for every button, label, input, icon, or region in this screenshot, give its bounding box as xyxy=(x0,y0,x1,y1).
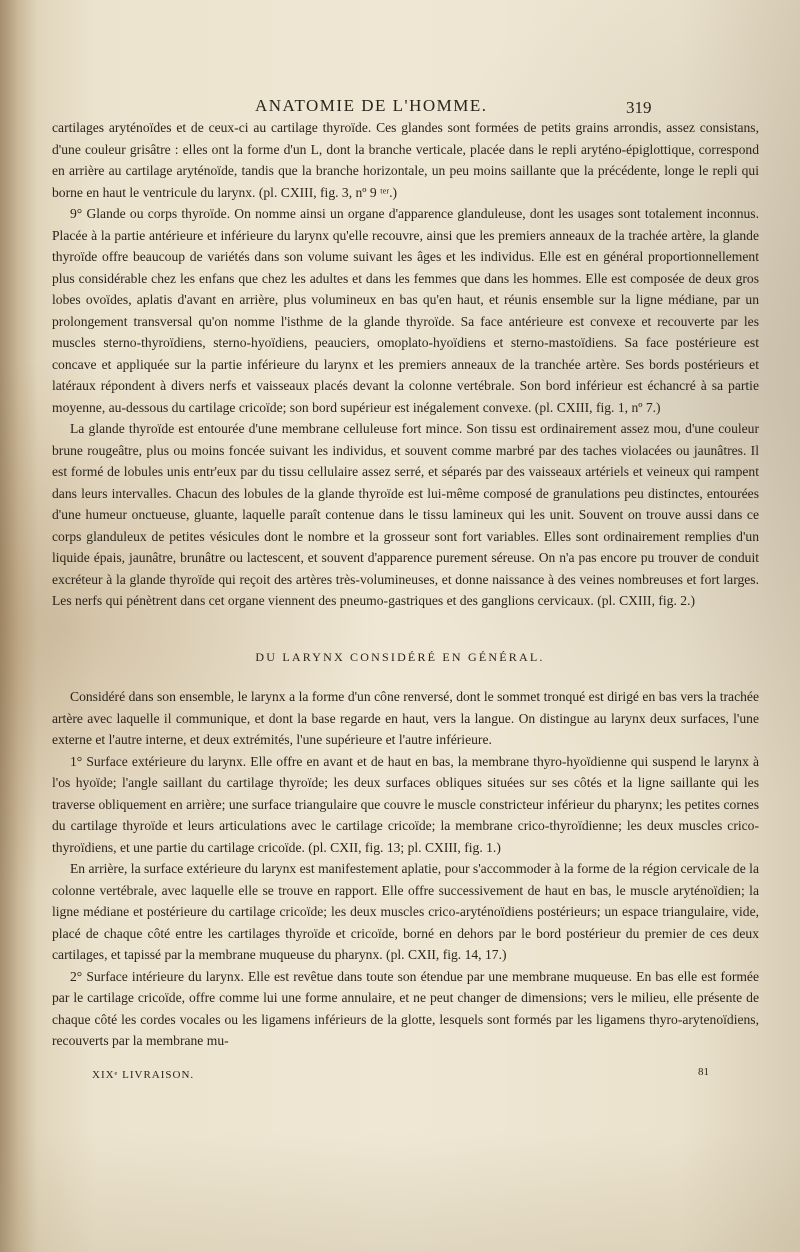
lower-text-block xyxy=(52,686,759,1052)
page-bottom-shade xyxy=(0,1132,800,1252)
paragraph-continuation: cartilages aryténoïdes et de ceux-ci au cartilage thyroïde. Ces glandes sont formées de petits grains arrondis, assez consistans, d'une couleur grisâtre : elles ont la forme d'un L, dont la branche verticale, placée dans le repli aryténo-épiglottique, correspond en arrière au cartilage aryténoïde, tandis que la branche horizontale, un peu moins saillante que la précédente, longe le repli qui borne en haut le ventricule du larynx. (pl. CXIII, fig. 3, nº 9 ᵗᵉʳ.) xyxy=(52,120,759,200)
page-number: 319 xyxy=(626,98,652,117)
paragraph-internal-surface: 2° Surface intérieure du larynx. Elle est revêtue dans toute son étendue par une membrane muqueuse. En bas elle est formée par le cartilage cricoïde, offre comme lui une forme annulaire, et ne peut changer de dimensions; vers le milieu, elle présente de chaque côté les cordes vocales ou les ligamens inférieurs de la glotte, lesquels sont formés par les ligamens thyro-arytenoïdiens, recouverts par la membrane mu- xyxy=(52,968,759,1048)
page-edge-stain xyxy=(0,0,38,1252)
livraison-mark: XIXᵉ LIVRAISON. xyxy=(92,1069,195,1081)
upper-text-block xyxy=(52,117,759,612)
paragraph-thyroid-gland: 9° Glande ou corps thyroïde. On nomme ainsi un organe d'apparence glanduleuse, dont les usages sont totalement inconnus. Placée à la partie antérieure et inférieure du larynx qu'elle recouvre, ainsi que les premiers anneaux de la trachée artère, la glande thyroïde offre beaucoup de variétés dans son volume suivant les âges et les individus. Elle est en général proportionnellement plus considérable chez les enfans que chez les adultes et dans les femmes que dans les hommes. Elle est composée de deux gros lobes ovoïdes, aplatis d'avant en arrière, plus volumineux en bas qu'en haut, et réunis ensemble sur la ligne médiane, par un prolongement transversal qu'on nomme l'isthme de la glande thyroïde. Sa face antérieure est convexe et recouverte par les muscles sterno-thyroïdiens, sterno-hyoïdiens, peauciers, omoplato-hyoïdiens et sterno-mastoïdiens. Sa face postérieure est concave et appliquée sur la partie inférieure du larynx et les premiers anneaux de la tranchée artère. Ses bords postérieurs et latéraux répondent à divers nerfs et vaisseaux placés devant la colonne vertébrale. Son bord inférieur est échancré à sa partie moyenne, au-dessous du cartilage cricoïde; son bord supérieur est inégalement convexe. (pl. CXIII, fig. 1, nº 7.) xyxy=(52,206,759,415)
section-heading: DU LARYNX CONSIDÉRÉ EN GÉNÉRAL. xyxy=(255,650,545,664)
signature-mark: 81 xyxy=(698,1066,709,1078)
paragraph-external-surface: 1° Surface extérieure du larynx. Elle offre en avant et de haut en bas, la membrane thyro-hyoïdienne qui suspend le larynx à l'os hyoïde; l'angle saillant du cartilage thyroïde; les deux surfaces obliques situées sur ses côtés et la ligne saillante qui les traverse obliquement en arrière; une surface triangulaire que couvre le muscle constricteur inférieur du pharynx; les petites cornes du cartilage thyroïde et leurs articulations avec le cartilage cricoïde; la membrane crico-thyroïdienne; les deux muscles crico-thyroïdiens, et une partie du cartilage cricoïde. (pl. CXII, fig. 13; pl. CXIII, fig. 1.) xyxy=(52,753,759,855)
paragraph-thyroid-structure: La glande thyroïde est entourée d'une membrane celluleuse fort mince. Son tissu est ordinairement assez mou, d'une couleur brune rougeâtre, plus ou moins foncée suivant les individus, et souvent comme marbré par des taches violacées ou jaunâtres. Il est formé de lobules unis entr'eux par du tissu cellulaire assez serré, et séparés par des vaisseaux artériels et veineux qui rampent dans leurs intervalles. Chacun des lobules de la glande thyroïde est lui-même composé de granulations peu distinctes, entourées d'une humeur onctueuse, gluante, laquelle paraît contenue dans le tissu lamineux qui les unit. Souvent on trouve aussi dans ce corps glanduleux de petites vésicules dont le nombre et la grosseur sont fort variables. Elles sont ordinairement remplies d'un liquide épais, jaunâtre, brunâtre ou lactescent, et souvent d'apparence purement séreuse. On n'a pas encore pu trouver de conduit excréteur à la glande thyroïde qui reçoit des artères très-volumineuses, et donne naissance à des veines nombreuses et fort larges. Les nerfs qui pénètrent dans cet organe viennent des pneumo-gastriques et des ganglions cervicaux. (pl. CXIII, fig. 2.) xyxy=(52,421,759,608)
running-title: ANATOMIE DE L'HOMME. xyxy=(255,96,488,115)
paragraph-larynx-overview: Considéré dans son ensemble, le larynx a la forme d'un cône renversé, dont le sommet tronqué est dirigé en bas vers la trachée artère avec laquelle il communique, et dont la base regarde en haut, vers la langue. On distingue au larynx deux surfaces, l'une externe et l'autre interne, et deux extrémités, l'une supérieure et l'autre inférieure. xyxy=(52,689,759,747)
paragraph-posterior-surface: En arrière, la surface extérieure du larynx est manifestement aplatie, pour s'accommoder à la forme de la région cervicale de la colonne vertébrale, avec laquelle elle se trouve en rapport. Elle offre successivement de haut en bas, le muscle aryténoïdien; la ligne médiane et postérieure du cartilage cricoïde; les deux muscles crico-aryténoïdiens postérieurs; un espace triangulaire, vide, placé de chaque côté entre les cartilages thyroïde et cricoïde, borné en dehors par le bord postérieur du premier de ces deux cartilages, et tapissé par la membrane muqueuse du pharynx. (pl. CXII, fig. 14, 17.) xyxy=(52,861,759,962)
